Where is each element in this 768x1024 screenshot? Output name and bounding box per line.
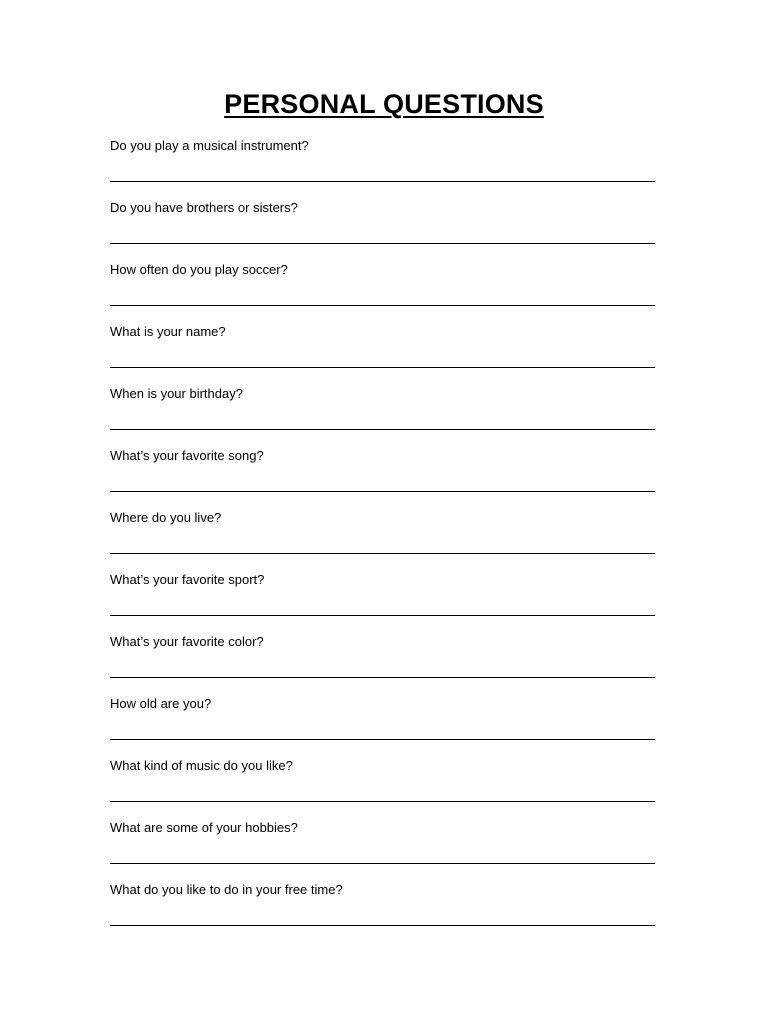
answer-line — [110, 863, 655, 864]
question-text: Do you play a musical instrument? — [110, 138, 309, 153]
question-text: What is your name? — [110, 324, 226, 339]
answer-line — [110, 491, 655, 492]
question-text: How often do you play soccer? — [110, 262, 288, 277]
question-text: What’s your favorite song? — [110, 448, 264, 463]
question-text: How old are you? — [110, 696, 212, 711]
question-text: Where do you live? — [110, 510, 222, 525]
answer-line — [110, 553, 655, 554]
question-item — [110, 571, 655, 633]
answer-line — [110, 677, 655, 678]
question-item — [110, 819, 655, 881]
answer-line — [110, 181, 655, 182]
question-item — [110, 695, 655, 757]
question-item — [110, 881, 655, 943]
question-text: What kind of music do you like? — [110, 758, 293, 773]
question-text: What’s your favorite color? — [110, 634, 264, 649]
question-item — [110, 633, 655, 695]
question-item — [110, 385, 655, 447]
page-title: PERSONAL QUESTIONS — [224, 89, 544, 119]
question-item — [110, 199, 655, 261]
answer-line — [110, 367, 655, 368]
question-item — [110, 323, 655, 385]
answer-line — [110, 801, 655, 802]
question-text: What are some of your hobbies? — [110, 820, 298, 835]
question-text: When is your birthday? — [110, 386, 243, 401]
question-list — [110, 137, 655, 943]
answer-line — [110, 429, 655, 430]
answer-line — [110, 925, 655, 926]
answer-line — [110, 739, 655, 740]
question-text: What do you like to do in your free time? — [110, 882, 343, 897]
question-item — [110, 509, 655, 571]
answer-line — [110, 615, 655, 616]
answer-line — [110, 243, 655, 244]
question-item — [110, 261, 655, 323]
question-item — [110, 447, 655, 509]
question-text: What’s your favorite sport? — [110, 572, 265, 587]
question-item — [110, 137, 655, 199]
question-item — [110, 757, 655, 819]
answer-line — [110, 305, 655, 306]
question-text: Do you have brothers or sisters? — [110, 200, 298, 215]
